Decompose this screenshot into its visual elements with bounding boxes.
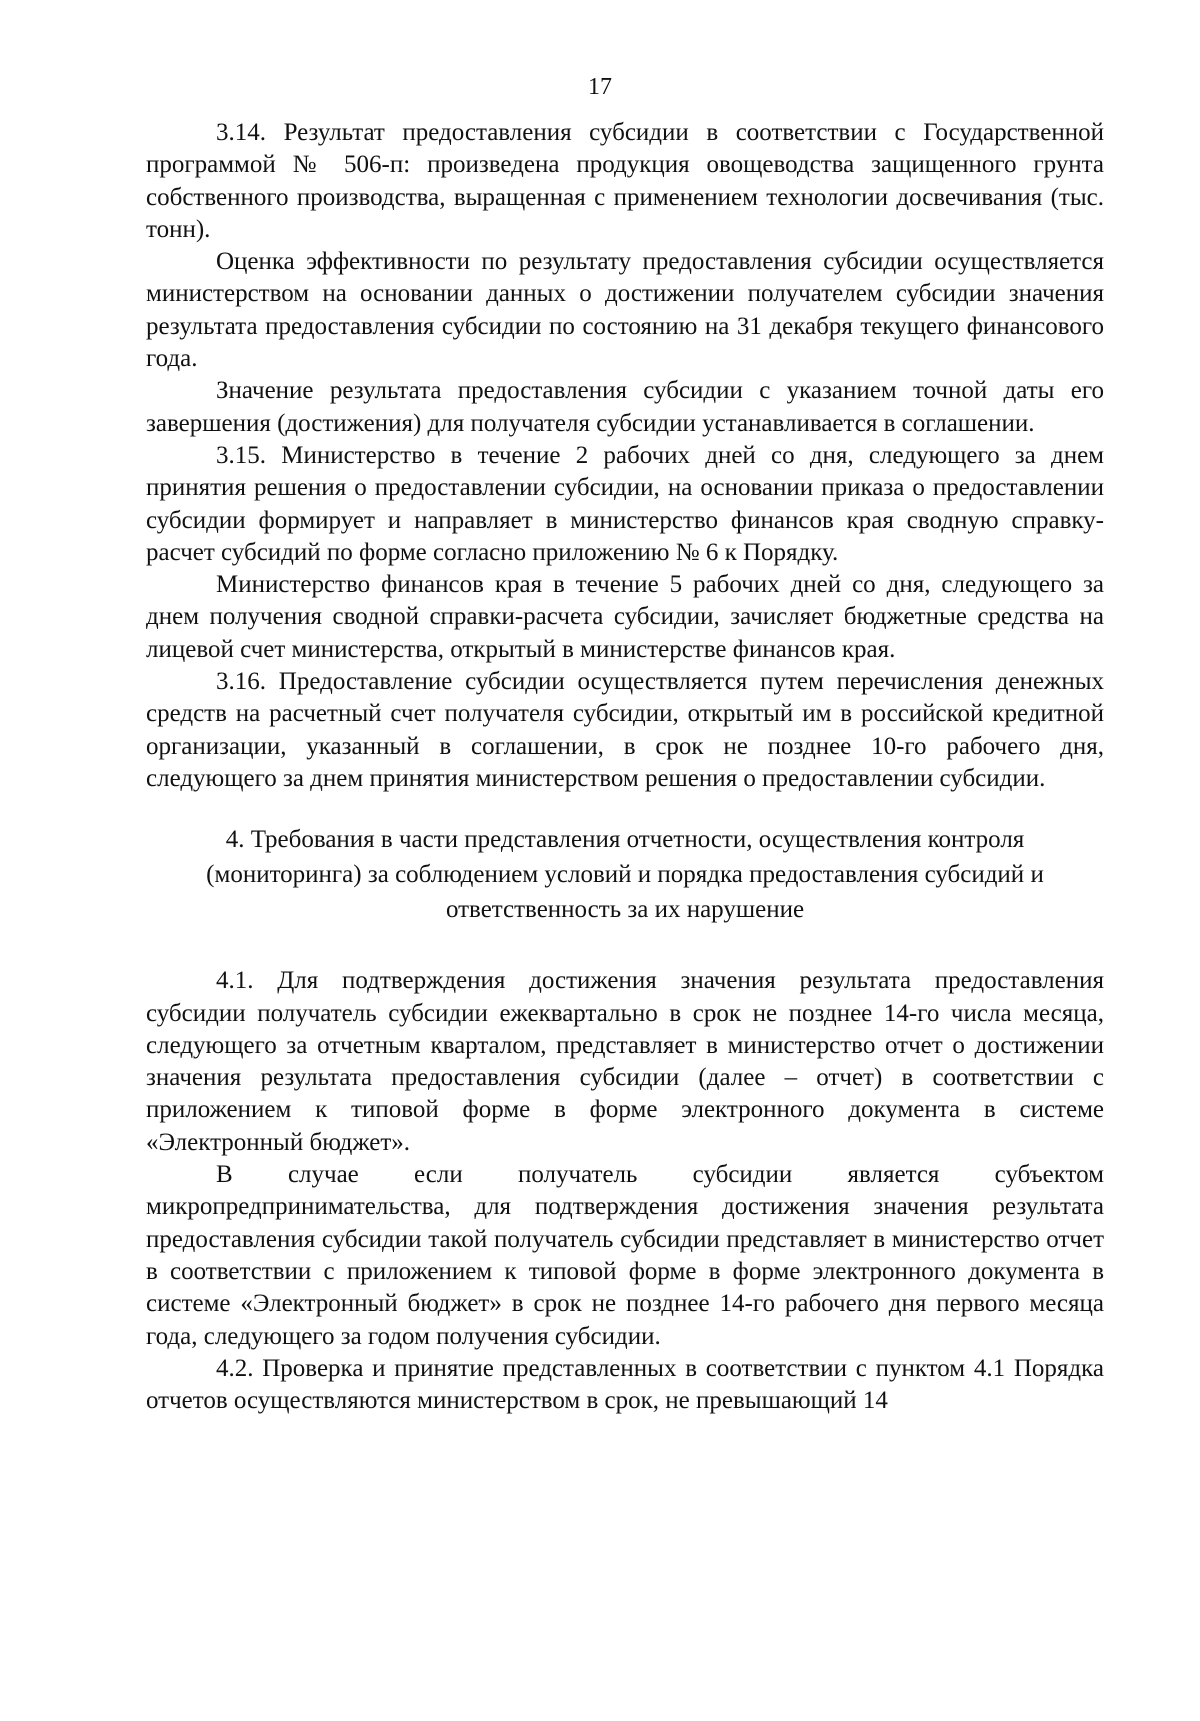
paragraph-finance-ministry: Министерство финансов края в течение 5 рабочих дней со дня, следующего за днем получения сводной справки-расчета субсидии, зачисляет бюджетные средства на лицевой счет министерства, открытый в министерстве финансов края. xyxy=(146,571,1104,663)
paragraph-3-14: 3.14. Результат предоставления субсидии в соответствии с Государственной программой № 506-п: произведена продукция овощеводства защищенного грунта собственного производства, выращенная с применением технологии досвечивания (тыс. тонн). xyxy=(146,119,1104,243)
section-heading-line: 4. Требования в части представления отчетности, осуществления контроля xyxy=(225,826,1025,854)
paragraph-efficiency-assessment: Оценка эффективности по результату предоставления субсидии осуществляется министерством на основании данных о достижении получателем субсидии значения результата предоставления субсидии по состоянию на 31 декабря текущего финансового года. xyxy=(146,248,1104,373)
paragraph-4-1: 4.1. Для подтверждения достижения значения результата предоставления субсидии получатель субсидии ежеквартально в срок не позднее 14-го числа месяца, следующего за отчетным кварталом, представляет в министерство отчет о достижении значения результата предоставления субсидии (далее – отчет) в соответствии с приложением к типовой форме в форме электронного документа в системе «Электронный бюджет». xyxy=(146,967,1104,1156)
section-heading-line: ответственность за их нарушение xyxy=(445,896,805,924)
paragraph-3-16: 3.16. Предоставление субсидии осуществляется путем перечисления денежных средств на расчетный счет получателя субсидии, открытый им в российской кредитной организации, указанный в соглашении, в срок не позднее 10-го рабочего дня, следующего за днем принятия министерством решения о предоставлении субсидии. xyxy=(146,668,1104,792)
paragraph-micro-entrepreneur: В случае если получатель субсидии является субъектом микропредпринимательства, для подтверждения достижения значения результата предоставления субсидии такой получатель субсидии представляет в министерство отчет в соответствии с приложением к типовой форме в форме электронного документа в системе «Электронный бюджет» в срок не позднее 14-го рабочего дня первого месяца года, следующего за годом получения субсидии. xyxy=(146,1161,1104,1350)
section-heading xyxy=(146,822,1104,927)
document-body xyxy=(146,117,1104,1417)
page-number: 17 xyxy=(588,74,612,100)
paragraph-4-2: 4.2. Проверка и принятие представленных в соответствии с пунктом 4.1 Порядка отчетов осуществляются министерством в срок, не превышающий 14 xyxy=(146,1354,1104,1415)
paragraph-result-value: Значение результата предоставления субсидии с указанием точной даты его завершения (достижения) для получателя субсидии устанавливается в соглашении. xyxy=(146,377,1104,437)
section-heading-line: (мониторинга) за соблюдением условий и порядка предоставления субсидий и xyxy=(206,861,1044,889)
paragraph-3-15: 3.15. Министерство в течение 2 рабочих дней со дня, следующего за днем принятия решения о предоставлении субсидии, на основании приказа о предоставлении субсидии формирует и направляет в министерство финансов края сводную справку-расчет субсидий по форме согласно приложению № 6 к Порядку. xyxy=(146,441,1104,566)
